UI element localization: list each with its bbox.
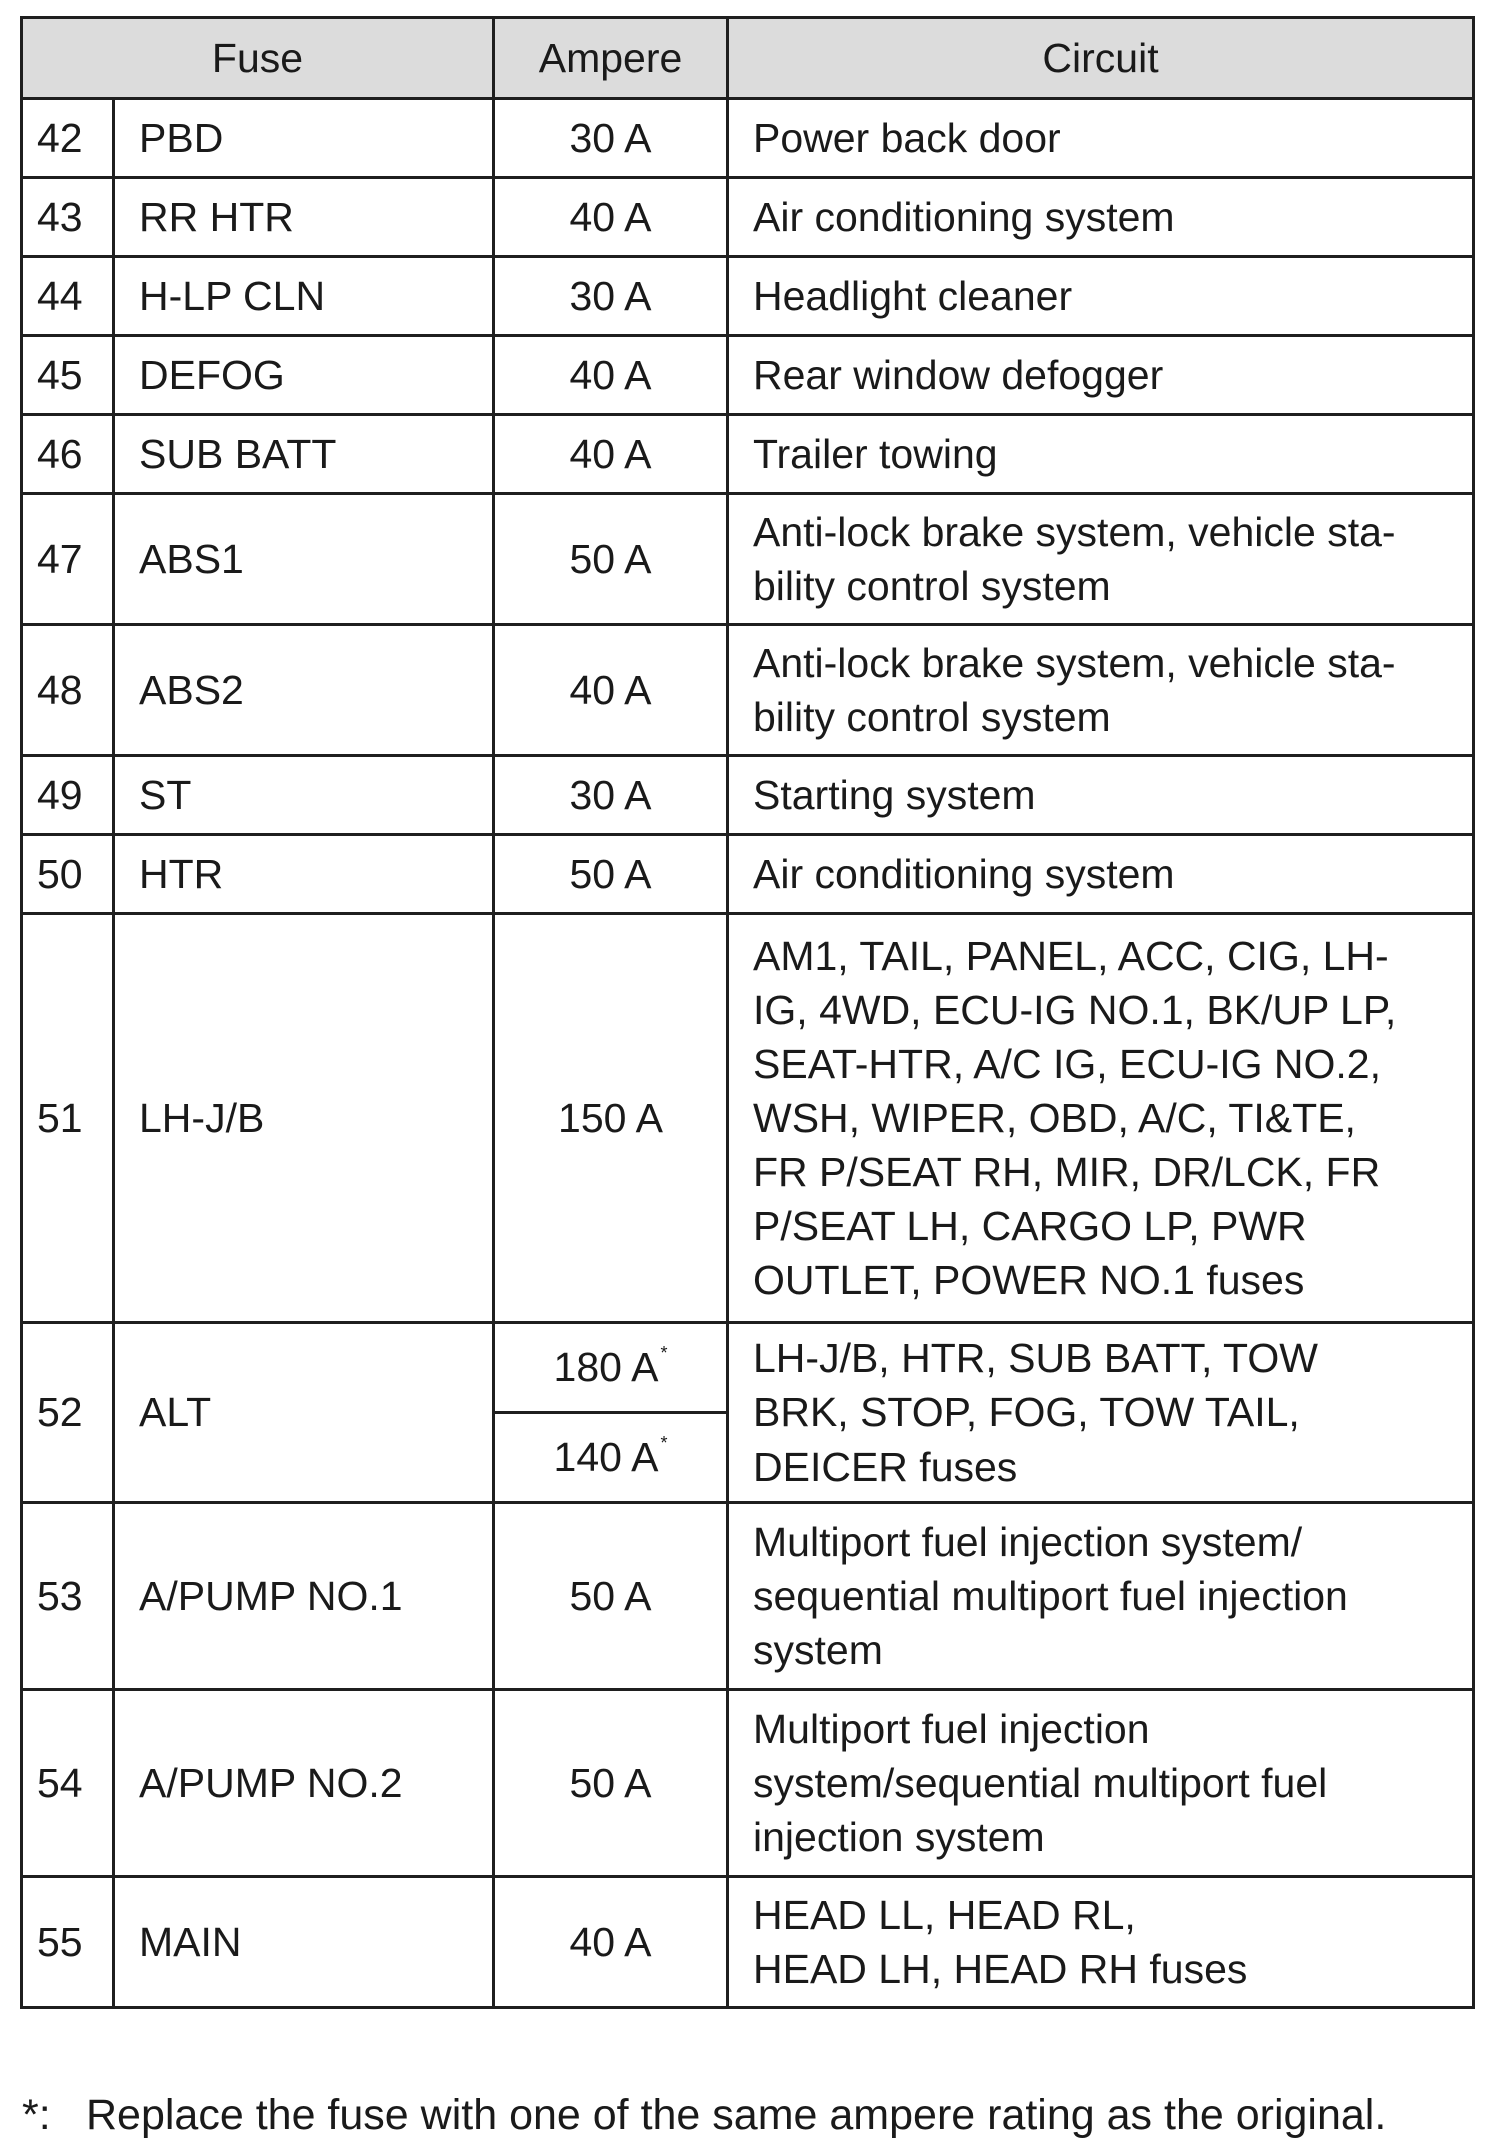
fuse-ampere: 50 A — [494, 835, 728, 914]
footnote-text: Replace the fuse with one of the same ampere rating as the original. — [86, 2091, 1387, 2139]
fuse-name: RR HTR — [114, 178, 494, 257]
fuse-name: A/PUMP NO.1 — [114, 1503, 494, 1690]
table-row — [22, 1877, 1474, 2008]
fuse-name: DEFOG — [114, 336, 494, 415]
fuse-number: 47 — [22, 494, 114, 625]
table-row — [22, 914, 1474, 1323]
fuse-name: ABS1 — [114, 494, 494, 625]
table-row — [22, 99, 1474, 178]
fuse-circuit: Power back door — [728, 99, 1474, 178]
table-row — [22, 756, 1474, 835]
fuse-ampere: 40 A — [494, 336, 728, 415]
fuse-name: HTR — [114, 835, 494, 914]
table-row — [22, 336, 1474, 415]
table-row — [22, 1690, 1474, 1877]
footnote-marker: * — [660, 1433, 668, 1454]
fuse-name: MAIN — [114, 1877, 494, 2008]
fuse-number: 55 — [22, 1877, 114, 2008]
fuse-circuit: Multiport fuel injection system/sequential multiport fuel injection system — [728, 1690, 1474, 1877]
fuse-name: H-LP CLN — [114, 257, 494, 336]
fuse-number: 50 — [22, 835, 114, 914]
fuse-circuit: Air conditioning system — [728, 835, 1474, 914]
header-ampere: Ampere — [494, 18, 728, 99]
fuse-ampere: 150 A — [494, 914, 728, 1323]
footnote-marker: * — [660, 1343, 668, 1364]
fuse-circuit: Trailer towing — [728, 415, 1474, 494]
table-row — [22, 494, 1474, 625]
fuse-ampere: 50 A — [494, 1690, 728, 1877]
fuse-ampere: 30 A — [494, 99, 728, 178]
fuse-number: 45 — [22, 336, 114, 415]
header-fuse: Fuse — [22, 18, 494, 99]
fuse-number: 46 — [22, 415, 114, 494]
fuse-number: 51 — [22, 914, 114, 1323]
fuse-circuit: Anti-lock brake system, vehicle sta- bility control system — [728, 494, 1474, 625]
table-row — [22, 625, 1474, 756]
fuse-name: LH-J/B — [114, 914, 494, 1323]
ampere-value: 180 A — [553, 1344, 659, 1391]
fuse-circuit: AM1, TAIL, PANEL, ACC, CIG, LH- IG, 4WD, ECU-IG NO.1, BK/UP LP, SEAT-HTR, A/C IG, ECU-IG NO.2, WSH, WIPER, OBD, A/C, TI&TE, FR P/SEAT RH, MIR, DR/LCK, FR P/SEAT LH, CARGO LP, PWR OUTLET, POWER NO.1 fuses — [728, 914, 1474, 1323]
fuse-ampere: 50 A — [494, 494, 728, 625]
fuse-ampere-option — [494, 1323, 728, 1413]
fuse-number: 54 — [22, 1690, 114, 1877]
fuse-ampere: 40 A — [494, 178, 728, 257]
fuse-ampere-option — [494, 1413, 728, 1503]
table-row — [22, 178, 1474, 257]
fuse-number: 48 — [22, 625, 114, 756]
fuse-number: 43 — [22, 178, 114, 257]
fuse-ampere: 50 A — [494, 1503, 728, 1690]
table-row — [22, 257, 1474, 336]
table-header-row — [22, 18, 1474, 99]
table-row — [22, 415, 1474, 494]
fuse-number: 52 — [22, 1323, 114, 1503]
table-row — [22, 1503, 1474, 1690]
footnote — [22, 2090, 1472, 2142]
ampere-value: 140 A — [553, 1434, 659, 1481]
table-row — [22, 835, 1474, 914]
header-circuit: Circuit — [728, 18, 1474, 99]
footnote-marker: *: — [22, 2091, 51, 2139]
fuse-ampere: 30 A — [494, 257, 728, 336]
fuse-name: ALT — [114, 1323, 494, 1503]
fuse-name: SUB BATT — [114, 415, 494, 494]
fuse-number: 49 — [22, 756, 114, 835]
fuse-name: PBD — [114, 99, 494, 178]
fuse-circuit: LH-J/B, HTR, SUB BATT, TOW BRK, STOP, FOG, TOW TAIL, DEICER fuses — [728, 1323, 1474, 1503]
fuse-ampere: 40 A — [494, 1877, 728, 2008]
fuse-name: ST — [114, 756, 494, 835]
fuse-ampere: 30 A — [494, 756, 728, 835]
fuse-ampere: 40 A — [494, 625, 728, 756]
fuse-name: A/PUMP NO.2 — [114, 1690, 494, 1877]
fuse-circuit: Headlight cleaner — [728, 257, 1474, 336]
fuse-number: 42 — [22, 99, 114, 178]
fuse-circuit: Air conditioning system — [728, 178, 1474, 257]
fuse-ampere: 40 A — [494, 415, 728, 494]
fuse-number: 53 — [22, 1503, 114, 1690]
fuse-circuit: HEAD LL, HEAD RL, HEAD LH, HEAD RH fuses — [728, 1877, 1474, 2008]
fuse-name: ABS2 — [114, 625, 494, 756]
fuse-table — [20, 16, 1475, 2009]
fuse-circuit: Multiport fuel injection system/ sequential multiport fuel injection system — [728, 1503, 1474, 1690]
fuse-number: 44 — [22, 257, 114, 336]
table-row — [22, 1323, 1474, 1413]
fuse-circuit: Anti-lock brake system, vehicle sta- bility control system — [728, 625, 1474, 756]
fuse-circuit: Rear window defogger — [728, 336, 1474, 415]
fuse-circuit: Starting system — [728, 756, 1474, 835]
